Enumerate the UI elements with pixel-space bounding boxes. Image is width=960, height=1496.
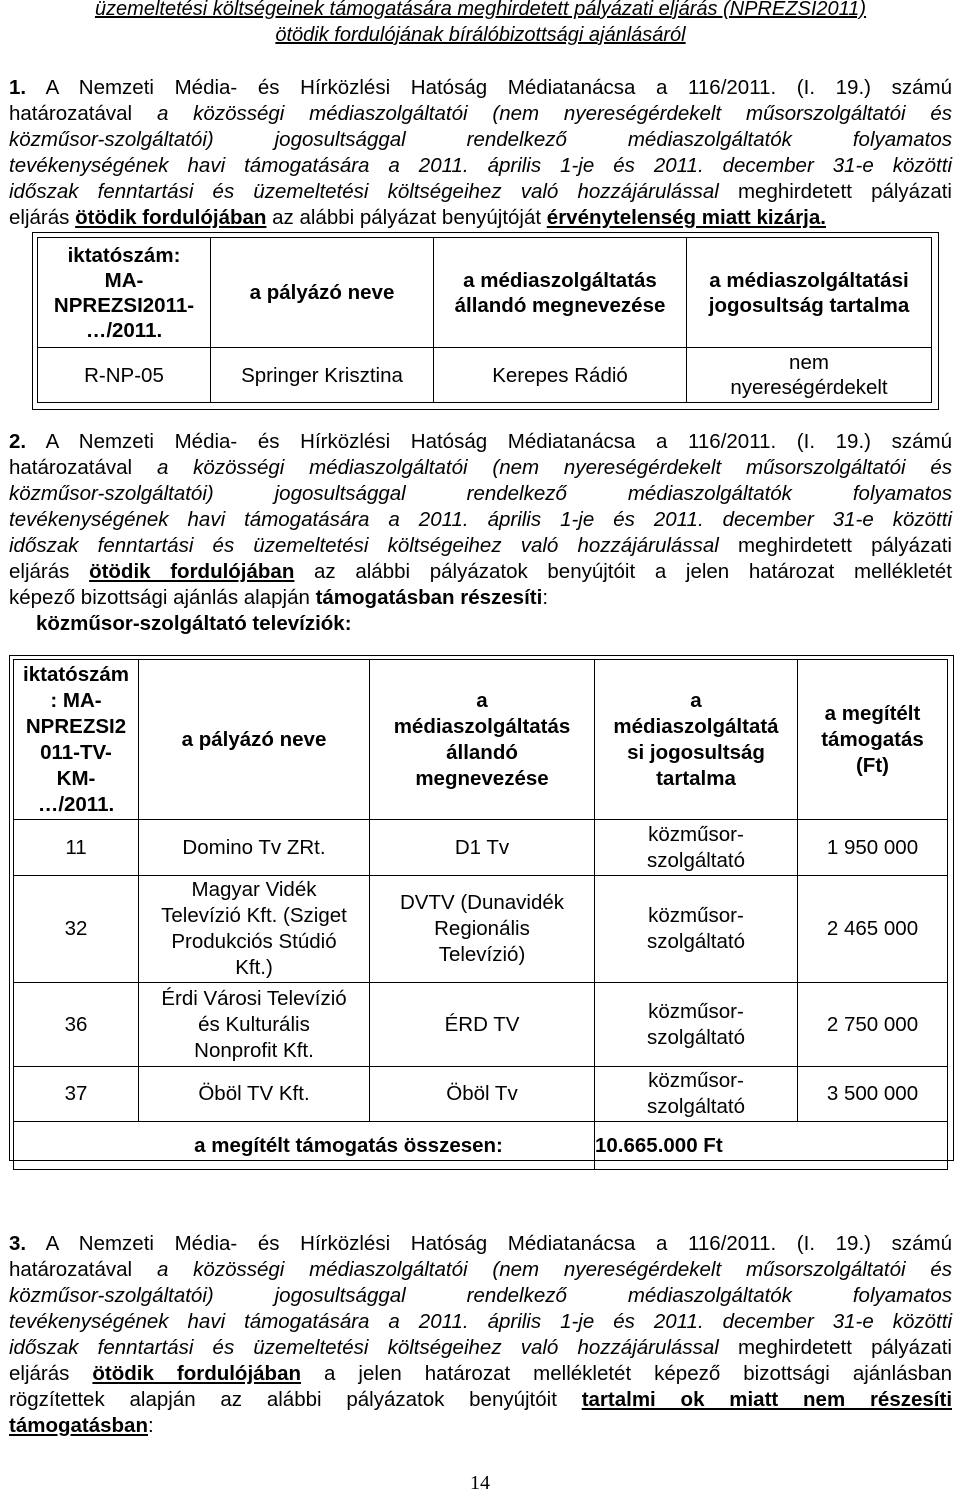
header-line-1: üzemeltetési költségeinek támogatására meghirdetett pályázati eljárás (NPREZSI2011) bbox=[94, 0, 867, 20]
table-total-row bbox=[14, 1122, 948, 1170]
paragraph-2 bbox=[9, 429, 952, 637]
paragraph-text: képező bizottsági ajánlás alapján bbox=[9, 586, 310, 609]
table-header-cell: a pályázó neve bbox=[139, 660, 370, 820]
table-cell: Magyar Vidék Televízió Kft. (Sziget Produkciós Stúdió Kft.) bbox=[139, 876, 370, 983]
table-cell: Öböl Tv bbox=[370, 1067, 595, 1122]
table-cell: közműsor- szolgáltató bbox=[595, 820, 798, 876]
punctuation: : bbox=[542, 586, 549, 609]
paragraph-text: határozatával bbox=[9, 102, 133, 125]
paragraph-text: közműsor-szolgáltatói) jogosultsággal rendelkező médiaszolgáltatók folyamatos bbox=[9, 128, 952, 151]
table-header-cell: a médiaszolgáltatási jogosultság tartalma bbox=[687, 238, 932, 348]
table-cell: közműsor- szolgáltató bbox=[595, 1067, 798, 1122]
emphasis-text: ötödik fordulójában bbox=[89, 560, 295, 583]
paragraph-text: tevékenységének havi támogatására a 2011. április 1-je és 2011. december 31-e közötti bbox=[9, 1310, 952, 1333]
paragraph-text: időszak fenntartási és üzemeltetési költségeihez való hozzájárulással bbox=[9, 180, 719, 203]
paragraph-text: tevékenységének havi támogatására a 2011. április 1-je és 2011. december 31-e közötti bbox=[9, 508, 952, 531]
paragraph-text: időszak fenntartási és üzemeltetési költségeihez való hozzájárulással bbox=[9, 1336, 719, 1359]
paragraph-text: eljárás bbox=[9, 1362, 70, 1385]
emphasis-text: tartalmi ok miatt nem részesíti bbox=[581, 1388, 953, 1411]
table-row bbox=[14, 1067, 948, 1122]
paragraph-number: 2. bbox=[9, 430, 27, 453]
exclusion-table bbox=[32, 232, 939, 410]
paragraph-text: időszak fenntartási és üzemeltetési költségeihez való hozzájárulással bbox=[9, 534, 719, 557]
table-header-cell: a megítélt támogatás (Ft) bbox=[798, 660, 948, 820]
table-cell: Springer Krisztina bbox=[211, 348, 434, 403]
paragraph-text: meghirdetett pályázati bbox=[737, 180, 952, 203]
total-label: a megítélt támogatás összesen: bbox=[14, 1122, 595, 1170]
paragraph-number: 3. bbox=[9, 1232, 27, 1255]
page-number: 14 bbox=[470, 1472, 490, 1494]
paragraph-number: 1. bbox=[9, 76, 27, 99]
paragraph-text: határozatával bbox=[9, 1258, 133, 1281]
table-cell: R-NP-05 bbox=[38, 348, 211, 403]
table-cell: Érdi Városi Televízió és Kulturális Nonprofit Kft. bbox=[139, 983, 370, 1067]
document-header bbox=[9, 0, 952, 48]
table-cell: 1 950 000 bbox=[798, 820, 948, 876]
table-cell: 32 bbox=[14, 876, 139, 983]
paragraph-text: az alábbi pályázatok benyújtóit a jelen határozat mellékletét bbox=[314, 560, 952, 583]
paragraph-text: közműsor-szolgáltatói) jogosultsággal rendelkező médiaszolgáltatók folyamatos bbox=[9, 1284, 952, 1307]
total-value: 10.665.000 Ft bbox=[595, 1122, 948, 1170]
paragraph-text: tevékenységének havi támogatására a 2011. április 1-je és 2011. december 31-e közötti bbox=[9, 154, 952, 177]
emphasis-text: támogatásban részesíti bbox=[315, 586, 543, 609]
paragraph-text: meghirdetett pályázati bbox=[737, 1336, 952, 1359]
paragraph-text: meghirdetett pályázati bbox=[737, 534, 952, 557]
table-cell: Domino Tv ZRt. bbox=[139, 820, 370, 876]
table-header-cell: a pályázó neve bbox=[211, 238, 434, 348]
paragraph-text: A Nemzeti Média- és Hírközlési Hatóság Médiatanácsa a 116/2011. (I. 19.) számú bbox=[45, 430, 952, 453]
table-header-cell: a médiaszolgáltatás állandó megnevezése bbox=[370, 660, 595, 820]
emphasis-text: ötödik fordulójában bbox=[75, 206, 267, 229]
table-cell: 11 bbox=[14, 820, 139, 876]
table-cell: közműsor- szolgáltató bbox=[595, 983, 798, 1067]
paragraph-text: rögzítettek alapján az alábbi pályázatok benyújtóit bbox=[9, 1388, 557, 1411]
table-header-cell: a médiaszolgáltatás állandó megnevezése bbox=[434, 238, 687, 348]
paragraph-text: az alábbi pályázat benyújtóját bbox=[272, 206, 542, 229]
paragraph-text: a közösségi médiaszolgáltatói (nem nyereségérdekelt műsorszolgáltatói és bbox=[156, 456, 953, 479]
paragraph-text: a közösségi médiaszolgáltatói (nem nyereségérdekelt műsorszolgáltatói és bbox=[156, 1258, 953, 1281]
paragraph-text: a jelen határozat mellékletét képező bizottsági ajánlásban bbox=[324, 1362, 952, 1385]
table-cell: Öböl TV Kft. bbox=[139, 1067, 370, 1122]
table-header-cell: iktatószám: MA- NPREZSI2011- …/2011. bbox=[38, 238, 211, 348]
table-cell: 36 bbox=[14, 983, 139, 1067]
table-row bbox=[38, 348, 932, 403]
paragraph-text: A Nemzeti Média- és Hírközlési Hatóság Médiatanácsa a 116/2011. (I. 19.) számú bbox=[45, 1232, 952, 1255]
paragraph-text: közműsor-szolgáltatói) jogosultsággal rendelkező médiaszolgáltatók folyamatos bbox=[9, 482, 952, 505]
punctuation: : bbox=[147, 1414, 154, 1437]
table-cell: Kerepes Rádió bbox=[434, 348, 687, 403]
table-row bbox=[14, 983, 948, 1067]
paragraph-3 bbox=[9, 1231, 952, 1439]
paragraph-text: A Nemzeti Média- és Hírközlési Hatóság Médiatanácsa a 116/2011. (I. 19.) számú bbox=[45, 76, 952, 99]
funding-table bbox=[9, 655, 954, 1161]
paragraph-text: eljárás bbox=[9, 206, 70, 229]
table-cell: D1 Tv bbox=[370, 820, 595, 876]
paragraph-1 bbox=[9, 75, 952, 231]
emphasis-text: támogatásban bbox=[9, 1414, 148, 1437]
table-row bbox=[14, 876, 948, 983]
emphasis-text: érvénytelenség miatt kizárja. bbox=[546, 206, 826, 229]
subheading: közműsor-szolgáltató televíziók: bbox=[36, 612, 352, 635]
paragraph-text: határozatával bbox=[9, 456, 133, 479]
paragraph-text: a közösségi médiaszolgáltatói (nem nyereségérdekelt műsorszolgáltatói és bbox=[156, 102, 953, 125]
emphasis-text: ötödik fordulójában bbox=[92, 1362, 302, 1385]
table-cell: nem nyereségérdekelt bbox=[687, 348, 932, 403]
table-cell: 37 bbox=[14, 1067, 139, 1122]
table-cell: közműsor- szolgáltató bbox=[595, 876, 798, 983]
table-header-cell: iktatószám : MA- NPREZSI2 011-TV- KM- …/2011. bbox=[14, 660, 139, 820]
table-cell: DVTV (Dunavidék Regionális Televízió) bbox=[370, 876, 595, 983]
table-cell: 2 750 000 bbox=[798, 983, 948, 1067]
paragraph-text: eljárás bbox=[9, 560, 70, 583]
table-header-cell: a médiaszolgáltatá si jogosultság tartalma bbox=[595, 660, 798, 820]
table-cell: ÉRD TV bbox=[370, 983, 595, 1067]
table-cell: 3 500 000 bbox=[798, 1067, 948, 1122]
table-row bbox=[14, 820, 948, 876]
table-cell: 2 465 000 bbox=[798, 876, 948, 983]
header-line-2: ötödik fordulójának bírálóbizottsági ajánlásáról bbox=[275, 24, 686, 46]
